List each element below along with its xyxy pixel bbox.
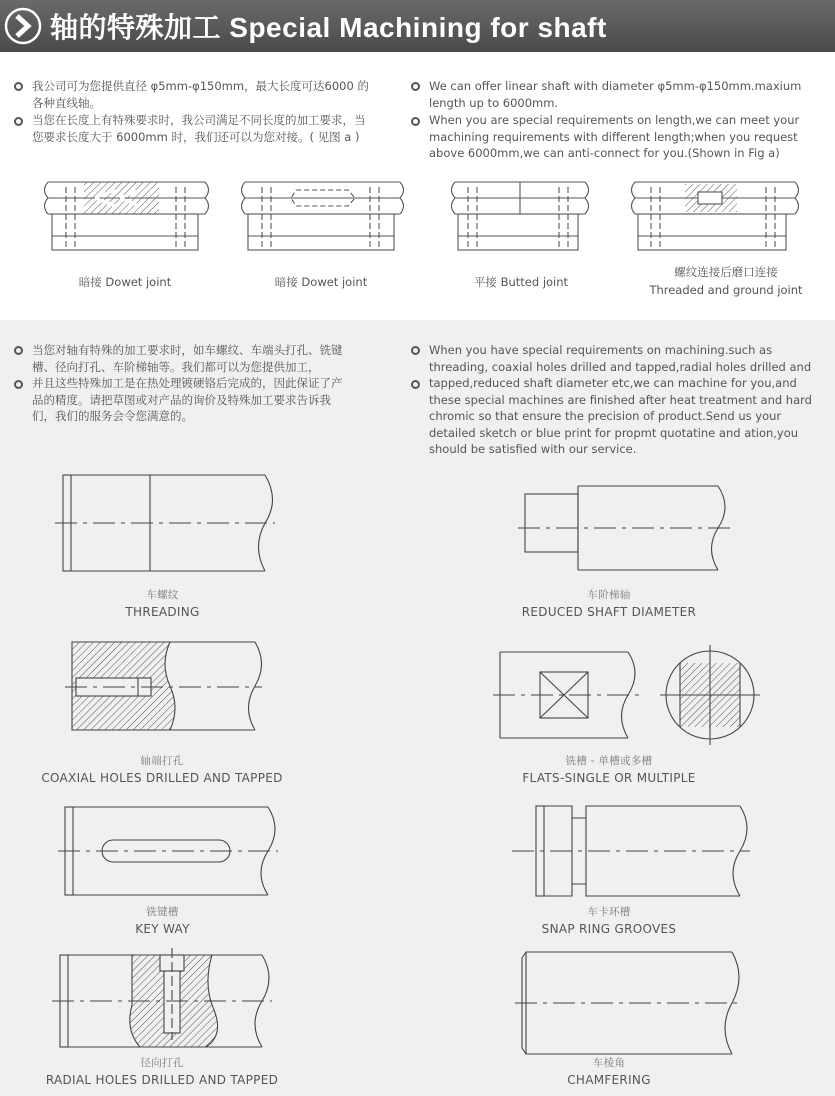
machining-cn-2: 并且这些特殊加工是在热处理镀硬铬后完成的，因此保证了产品的精度。请把草图或对产品的询价及特殊加工要求告诉我们，我们的服务会令您满意的。 [32,376,343,423]
joint-caption-3: 平接 Butted joint [473,275,569,289]
threading-caption-en: THREADING [125,605,200,619]
intro-en-1: We can offer linear shaft with diameter φ5mm-φ150mm.maxium length up to 6000mm. [429,79,802,110]
intro-cn-2: 当您在长度上有特殊要求时，我公司满足不同长度的加工要求，当您要求长度大于 6000mm 时，我们还可以为您对接。( 见图 a ) [32,113,366,144]
coaxial-caption-en: COAXIAL HOLES DRILLED AND TAPPED [41,771,283,785]
threading-caption-cn: 车螺纹 [146,589,179,601]
keyway-caption [40,904,285,938]
coaxial-caption [22,753,302,787]
radial-caption [22,1055,302,1089]
machining-en-1: When you have special requirements on machining.such as threading, coaxial holes drilled and tapped,radial holes drilled and [429,343,812,374]
snap-caption-en: SNAP RING GROOVES [541,922,677,936]
coaxial-caption-cn: 轴端打孔 [140,755,184,767]
keyway-drawing [58,807,278,895]
flats-caption-cn: 铣槽 - 单槽或多槽 [565,755,653,767]
reduced-caption-en: REDUCED SHAFT DIAMETER [521,605,697,619]
flats-drawing [493,645,760,745]
joint-caption-4-en: Threaded and ground joint [649,283,803,297]
chamfer-caption [480,1055,738,1089]
threading-caption [40,587,285,621]
chamfer-caption-en: CHAMFERING [567,1073,651,1087]
machining-cn-1: 当您对轴有特殊的加工要求时，如车螺纹、车端头打孔、铣键槽、径向打孔、车阶梯轴等。我们都可以为您提供加工， [32,343,343,374]
snap-ring-drawing [512,806,750,896]
flats-caption-en: FLATS-SINGLE OR MULTIPLE [522,771,696,785]
page-title: 轴的特殊加工 Special Machining for shaft [50,12,607,43]
joint-caption-2: 暗接 Dowet joint [274,275,368,289]
joint-caption-4-cn: 螺纹连接后磨口连接 [674,265,778,279]
radial-drawing [52,948,272,1047]
intro-cn-1: 我公司可为您提供直径 φ5mm-φ150mm，最大长度可达6000 的各种直线轴。 [32,79,369,110]
reduced-caption-cn: 车阶梯轴 [587,589,631,601]
coaxial-drawing [65,642,262,730]
reduced-shaft-drawing [518,486,730,570]
reduced-caption [480,587,738,621]
machining-en-2: tapped,reduced shaft diameter etc,we can machine for you,and these special machines are finished after heat treatment and hard chromic so that ensure the precision of product.Send us your detailed sketch or blue print for propmt quotatine and ation,you should be satisfied with our service. [429,376,812,456]
snap-caption [480,904,738,938]
radial-caption-cn: 径向打孔 [140,1057,184,1069]
intro-en-2: When you are special requirements on length,we can meet your machining requirements with different length;when you request above 6000mm,we can anti-connect for you.(Shown in Fig a) [429,113,800,160]
keyway-caption-cn: 铣键槽 [146,906,179,918]
keyway-caption-en: KEY WAY [135,922,190,936]
flats-caption [480,753,738,787]
radial-caption-en: RADIAL HOLES DRILLED AND TAPPED [45,1073,279,1087]
threading-drawing [55,475,275,571]
joint-caption-1: 暗接 Dowet joint [78,275,172,289]
chamfer-caption-cn: 车棱角 [592,1057,626,1069]
chamfer-drawing [515,952,742,1054]
snap-caption-cn: 车卡环槽 [587,906,631,918]
